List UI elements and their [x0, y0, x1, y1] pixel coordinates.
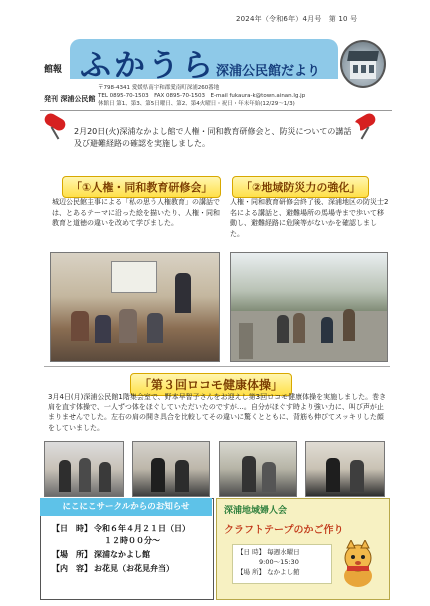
place-label: 【場 所】: [52, 550, 92, 559]
header-divider: [40, 110, 392, 111]
mascot-icon: [338, 540, 378, 588]
kanpo-label: 館報: [44, 65, 63, 75]
section-divider: [44, 366, 390, 367]
publisher-label: 発刊: [44, 95, 58, 103]
content-value: お花見（お花見弁当）: [94, 564, 174, 573]
community-center-photo: [340, 40, 386, 88]
exercise-photo: [132, 441, 210, 497]
newsletter-title: ふかうら: [80, 48, 216, 84]
circle-place-row: [52, 549, 150, 560]
section-title-locomo: 「第３回ロコモ健康体操」: [130, 373, 292, 396]
seminar-photo: [50, 252, 220, 362]
contact-info: [98, 84, 305, 108]
newsletter-subtitle: 深浦公民館だより: [216, 64, 321, 79]
exercise-photo: [44, 441, 124, 497]
date-label: 【日 時】: [52, 524, 92, 533]
place-value: 深浦なかよし館: [94, 550, 150, 559]
section-title-human-rights: 「①人権・同和教育研修会」: [62, 176, 221, 198]
publisher-name: 深浦公民館: [60, 95, 96, 103]
phone-email-line: TEL 0895-70-1503 FAX 0895-70-1503 E-mail fukaura-k@town.ainan.lg.jp: [98, 93, 306, 99]
closed-days-line: 休館日 第1、第3、第5日曜日、第2、第4火曜日・祝日・年末年始(12/29～1/3): [98, 101, 295, 107]
craft-organizer: 深浦地域婦人会: [224, 506, 288, 516]
content-label: 【内 容】: [52, 564, 92, 573]
craft-title: クラフトテープのかご作り: [224, 525, 344, 536]
section-title-disaster: 「②地域防災力の強化」: [232, 176, 369, 198]
date-value: 令和６年４月２１日（日）: [94, 524, 190, 533]
evacuation-route-photo: [230, 252, 388, 362]
circle-content-row: [52, 563, 174, 574]
section-body-locomo: 3月4日(月)深浦公民館1階集会室で、野本早智子さんをお迎えし第3回ロコモ健康体操を実施しました。巻き肩を直す体操で、一人ずつ体をほぐしていただいたのですが…。自分がほぐす時より強い力に、叫び声が止まりませんでした。左右の肩の開き具合を比較してその違いに驚くとともに、背筋も伸びてスッキリした顔をしていました。: [48, 393, 387, 432]
intro-text: 2月20日(火)深浦なかよし館で人権・同和教育研修会と、防災についての講話及び避難経路の確認を実施しました。: [68, 122, 360, 162]
craft-time: 9:00～15:30: [259, 558, 299, 566]
circle-notice-title: にこにこサークルからのお知らせ: [40, 498, 212, 516]
section-body-disaster: 人権・同和教育研修会終了後、深浦地区の防災士2名による講話と、避難場所の馬場寺まで歩いて移動し、避難経路に危険等がないかを確認しました。: [230, 198, 389, 238]
craft-info: [232, 544, 332, 584]
circle-date-row: [52, 523, 190, 534]
craft-place: 【場 所】 なかよし館: [237, 568, 300, 576]
exercise-photo: [219, 441, 297, 497]
exercise-photo: [305, 441, 385, 497]
circle-time: １２時００分～: [104, 536, 160, 545]
craft-date: 【日 時】 毎週水曜日: [237, 548, 300, 556]
section-body-human-rights: 城辺公民館主事による「私の思う人権教育」の講話では、とあるテーマに沿った絵を描いたり、人権・同和教育と道徳の違いを改めて学びました。: [52, 198, 220, 227]
issue-number: 2024年（令和6年）4月号 第 10 号: [236, 15, 358, 23]
publisher: [44, 94, 95, 104]
address-line: 〒798-4341 愛媛県南宇和郡愛南町深浦260番地: [98, 85, 220, 91]
